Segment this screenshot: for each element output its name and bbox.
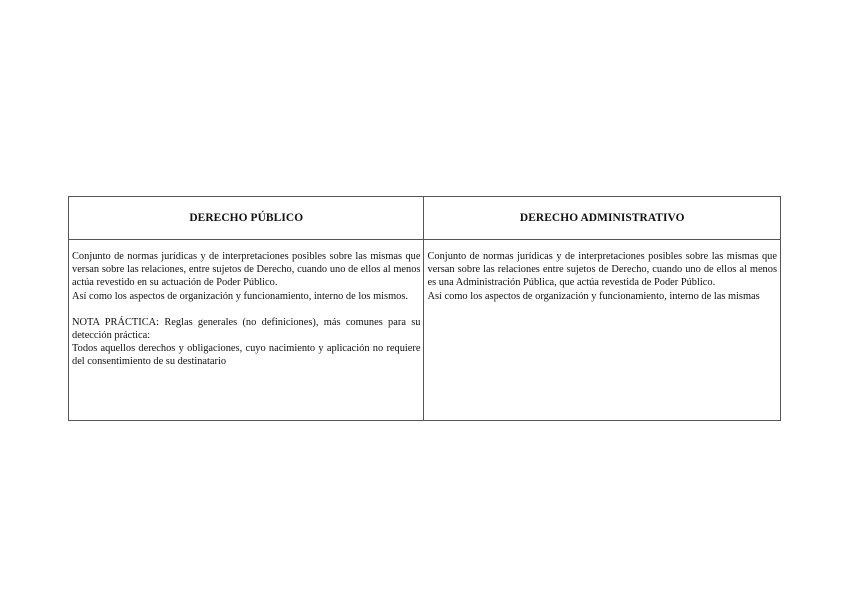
cell-derecho-administrativo (424, 240, 781, 421)
header-derecho-publico: DERECHO PÚBLICO (69, 197, 424, 240)
publico-definition: Conjunto de normas jurídicas y de interpretaciones posibles sobre las mismas que versan sobre las relaciones, entre sujetos de Derecho, cuando uno de ellos al menos actúa revestido en su actuación de Poder Público. (72, 251, 421, 289)
comparison-table (68, 196, 781, 421)
administrativo-definition: Conjunto de normas jurídicas y de interpretaciones posibles sobre las mismas que versan sobre las relaciones entre sujetos de Derecho, cuando uno de ellos al menos es una Administración Pública, que actúa revestida de Poder Público. (427, 251, 777, 289)
paragraph-gap (72, 303, 420, 316)
administrativo-aspects: Así como los aspectos de organización y funcionamiento, interno de las mismas (427, 290, 760, 302)
header-derecho-administrativo: DERECHO ADMINISTRATIVO (424, 197, 781, 240)
table-header-row (69, 197, 781, 240)
publico-note-body: Todos aquellos derechos y obligaciones, cuyo nacimiento y aplicación no requiere del consentimiento de su destinatario (72, 343, 421, 368)
table-body-row (69, 240, 781, 421)
publico-aspects: Así como los aspectos de organización y funcionamiento, interno de los mismos. (72, 290, 408, 302)
publico-note-title: NOTA PRÁCTICA: Reglas generales (no definiciones), más comunes para su detección práctica: (72, 316, 421, 342)
cell-derecho-publico (69, 240, 424, 421)
